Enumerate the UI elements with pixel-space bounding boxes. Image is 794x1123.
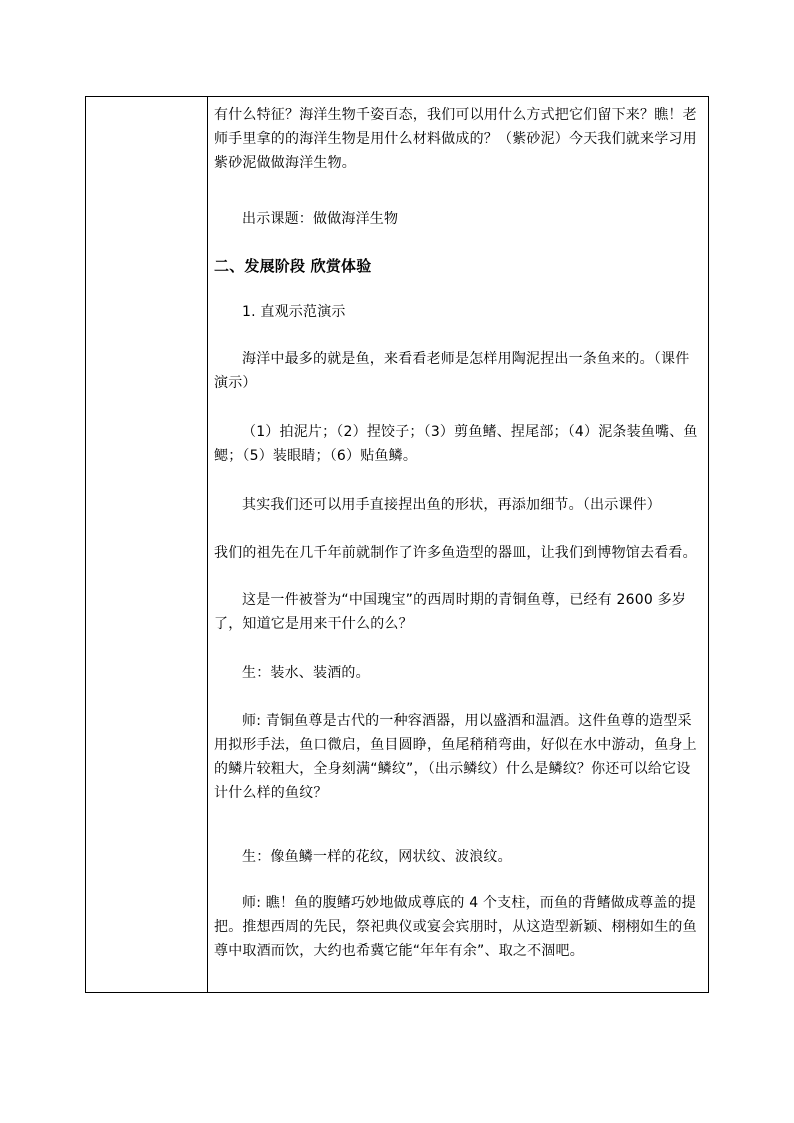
section-heading: 二、发展阶段 欣赏体验 — [214, 257, 372, 275]
paragraph-intro: 有什么特征？海洋生物千姿百态，我们可以用什么方式把它们留下来？瞧！老师手里拿的的海洋生物是用什么材料做成的？（紫砂泥）今天我们就来学习用紫砂泥做做海洋生物。 — [214, 107, 697, 171]
lesson-table — [85, 96, 709, 993]
paragraph-bronze: 这是一件被誉为“中国瑰宝”的西周时期的青铜鱼尊，已经有 2600 多岁了，知道它是用来干什么的么？ — [214, 592, 687, 632]
paragraph-student-2: 生：像鱼鳞一样的花纹，网状纹、波浪纹。 — [242, 849, 512, 865]
paragraph-teacher-2: 师: 瞧！鱼的腹鳍巧妙地做成尊底的 4 个支柱，而鱼的背鳍做成尊盖的提把。推想西周的先民，祭祀典仪或宴会宾朋时，从这造型新颖、栩栩如生的鱼尊中取酒而饮，大约也希冀它能“年年有余”、取之不涸吧。 — [214, 895, 697, 959]
paragraph-student-1: 生：装水、装酒的。 — [242, 665, 370, 681]
paragraph-steps: （1）拍泥片；（2）捏饺子；（3）剪鱼鳍、捏尾部；（4）泥条装鱼嘴、鱼鳃；（5）装眼睛；（6）贴鱼鳞。 — [214, 424, 698, 464]
table-right-column — [208, 97, 708, 992]
paragraph-teacher-1: 师: 青铜鱼尊是古代的一种容酒器，用以盛酒和温酒。这件鱼尊的造型采用拟形手法，鱼口微启，鱼目圆睁，鱼尾稍稍弯曲，好似在水中游动，鱼身上的鳞片较粗大，全身刻满“鳞纹”，（出示鳞纹）什么是鳞纹？你还可以给它设计什么样的鱼纹？ — [214, 713, 697, 801]
paragraph-hand-shape: 其实我们还可以用手直接捏出鱼的形状，再添加细节。（出示课件） — [242, 497, 661, 513]
subheading-demo: 1. 直观示范演示 — [242, 304, 346, 320]
paragraph-museum: 我们的祖先在几千年前就制作了许多鱼造型的器皿，让我们到博物馆去看看。 — [214, 545, 697, 561]
paragraph-topic: 出示课题：做做海洋生物 — [242, 211, 399, 227]
paragraph-demo-intro: 海洋中最多的就是鱼，来看看老师是怎样用陶泥捏出一条鱼来的。（课件演示） — [214, 351, 690, 391]
table-left-column — [86, 97, 208, 992]
